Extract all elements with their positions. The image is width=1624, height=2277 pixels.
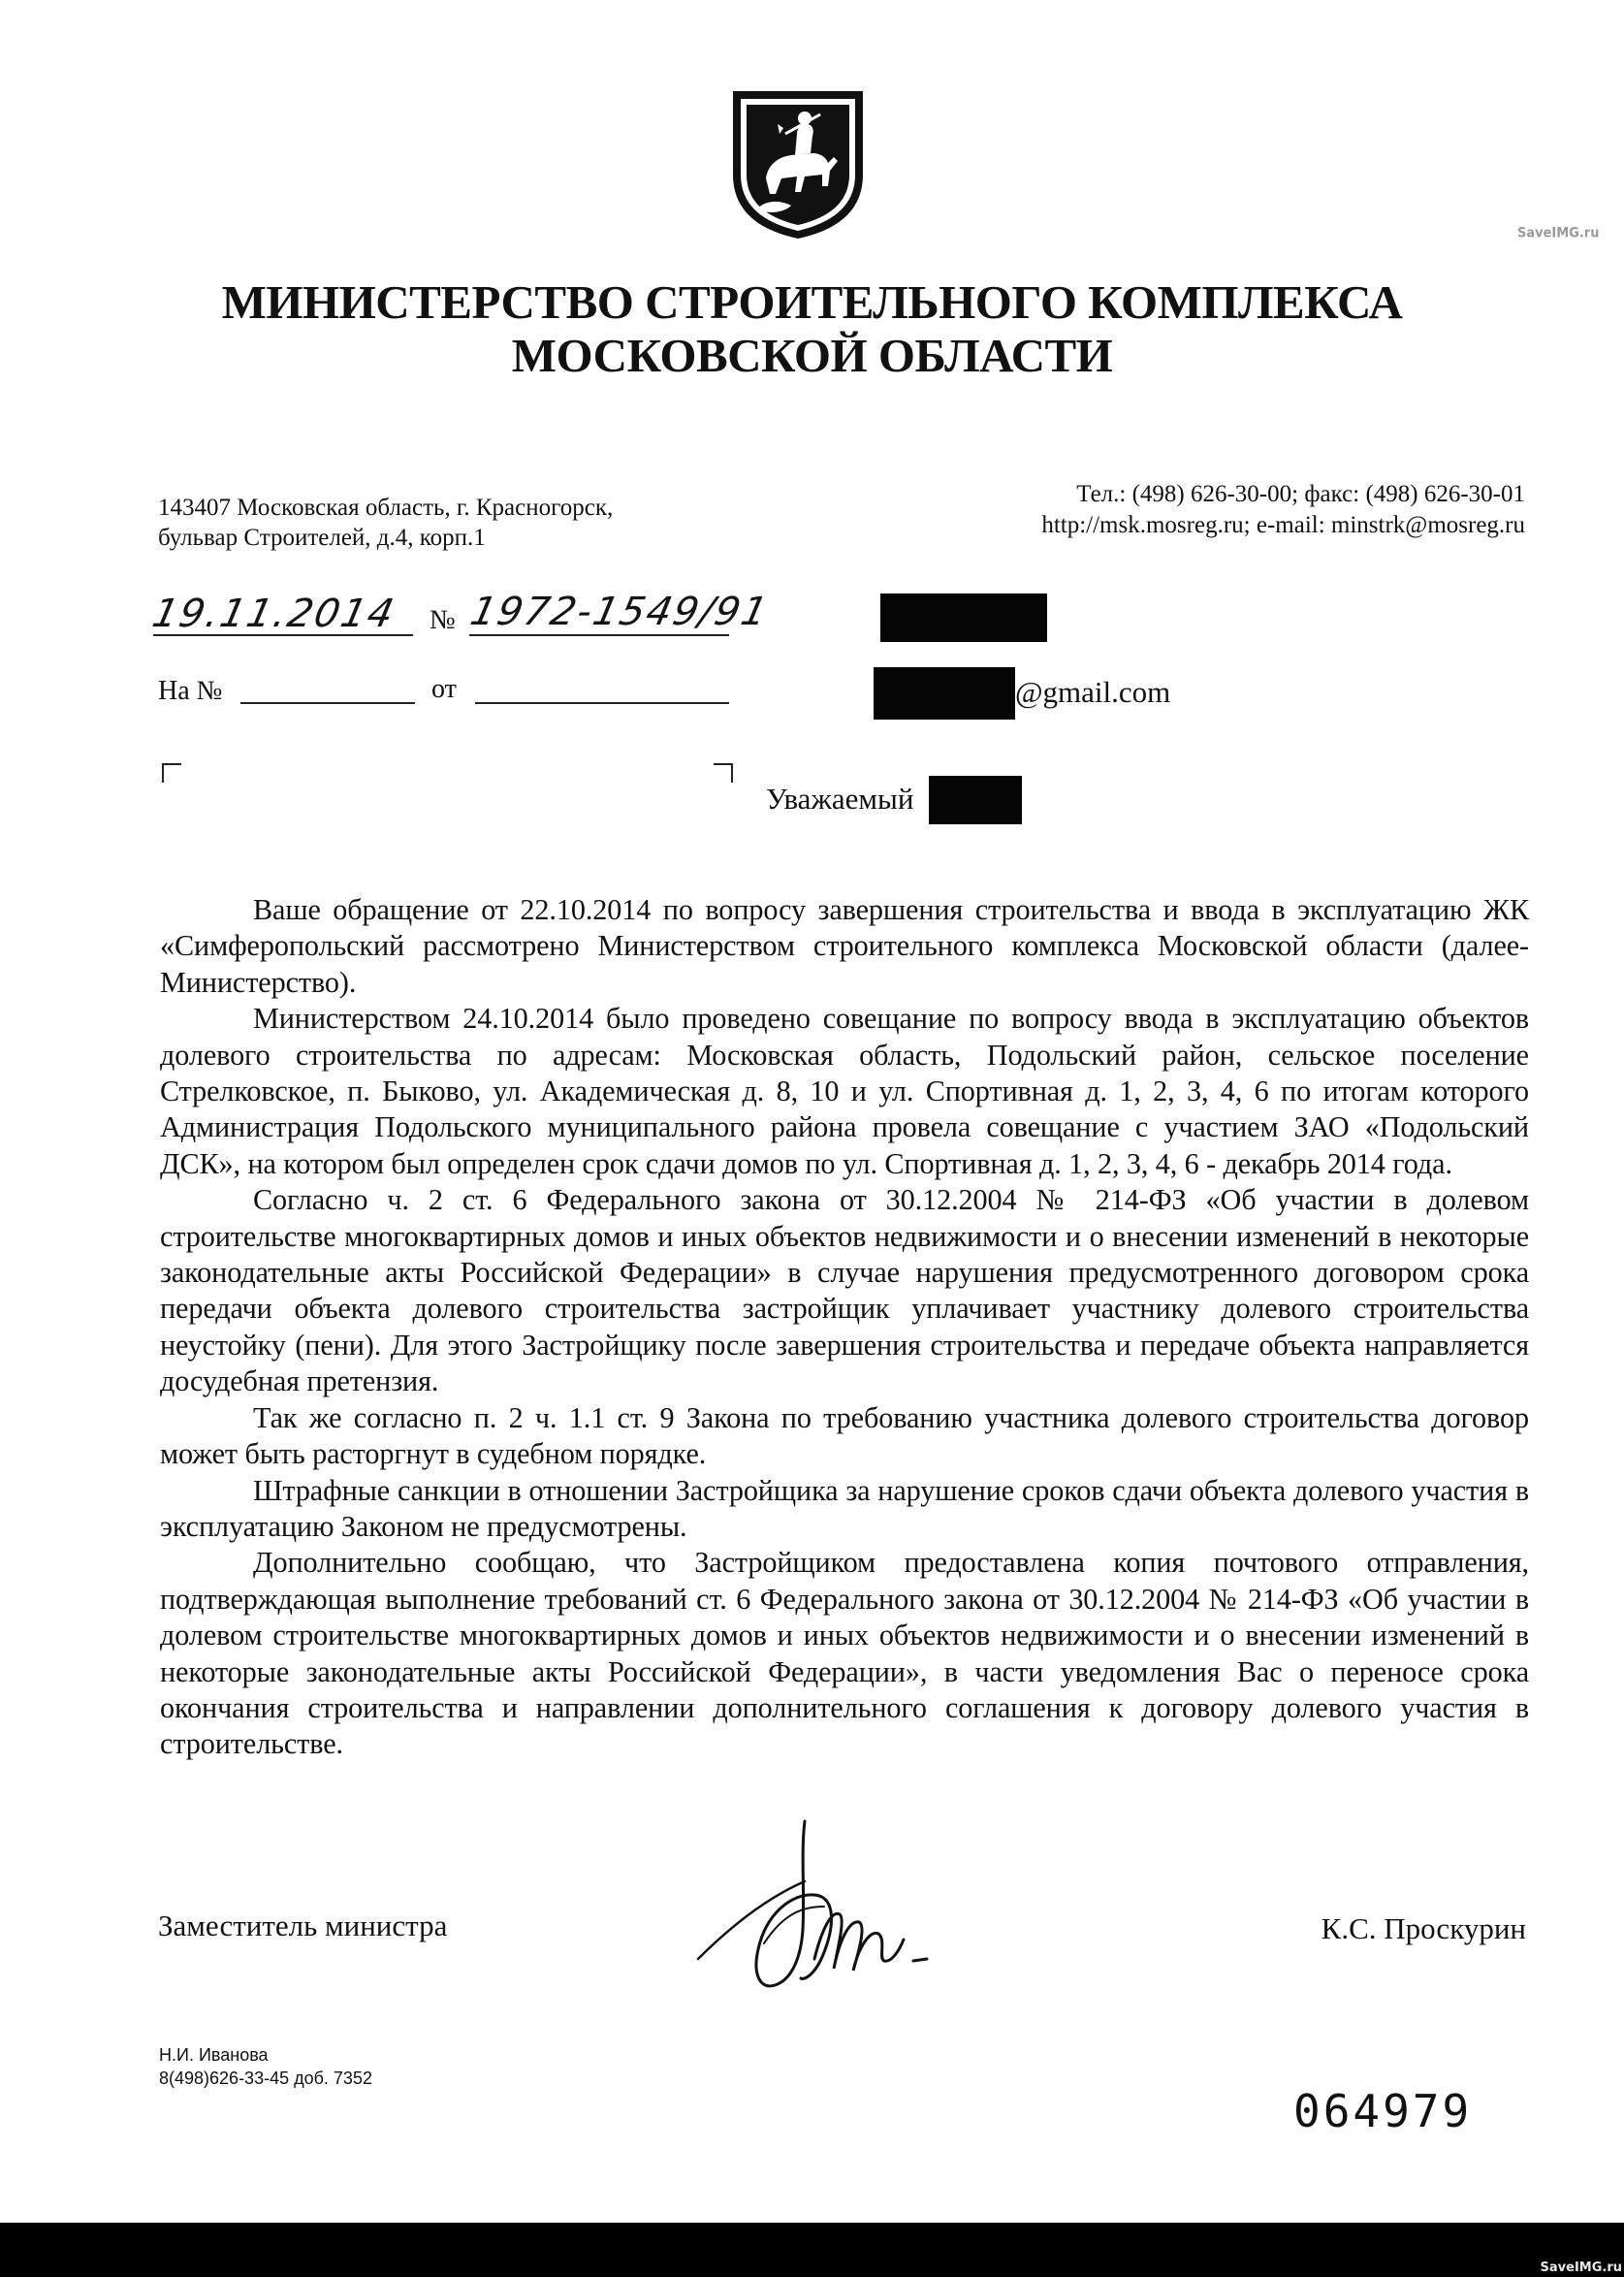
number-label: № <box>430 605 456 635</box>
watermark-top: SaveIMG.ru <box>1517 225 1600 241</box>
body-paragraph: Согласно ч. 2 ст. 6 Федерального закона от 30.12.2004 № 214-ФЗ «Об участии в долевом строительстве многоквартирных домов и иных объектов недвижимости и о внесении изменений в некоторые законодательные акты Российской Федерации» в случае нарушения предусмотренного договором срока передачи объекта долевого строительства застройщик уплачивает участнику долевого строительства неустойку (пени). Для этого Застройщику после завершения строительства и передаче объекта направляется досудебная претензия. <box>160 1183 1529 1398</box>
body-paragraph: Министерством 24.10.2014 было проведено совещание по вопросу ввода в эксплуатацию объектов долевого строительства по адресам: Московская область, Подольский район, сельское поселение Стрелковское, п. Быково, ул. Академическая д. 8, 10 и ул. Спортивная д. 1, 2, 3, 4, 6 по итогам которого Администрация Подольского муниципального района провела совещание с участием ЗАО «Подольский ДСК», на котором был определен срок сдачи домов по ул. Спортивная д. 1, 2, 3, 4, 6 - декабрь 2014 года. <box>160 1002 1529 1180</box>
body-paragraph: Так же согласно п. 2 ч. 1.1 ст. 9 Закона по требованию участника долевого строительства договор может быть расторгнут в судебном порядке. <box>160 1400 1529 1471</box>
body-paragraph: Ваше обращение от 22.10.2014 по вопросу завершения строительства и ввода в эксплуатацию ЖК «Симферопольский рассмотрено Министерством строительного комплекса Московской области (далее-Министерство). <box>160 893 1529 999</box>
executor-name: Н.И. Иванова <box>159 2045 269 2065</box>
phone-fax-line: Тел.: (498) 626-30-00; факс: (498) 626-30-01 <box>1076 481 1525 507</box>
handwritten-date: 19.11.2014 <box>148 592 399 636</box>
coat-of-arms-icon <box>727 85 869 242</box>
date-underline <box>153 634 413 636</box>
address-line2: бульвар Строителей, д.4, корп.1 <box>158 525 486 551</box>
signatory-position: Заместитель министра <box>158 1908 448 1942</box>
from-label: от <box>431 674 457 704</box>
body-paragraph: Штрафные санкции в отношении Застройщика за нарушение сроков сдачи объекта долевого участия в эксплуатацию Законом не предусмотрены. <box>160 1473 1529 1543</box>
letter-body <box>160 892 1529 1763</box>
redacted-greeting-name <box>929 776 1022 824</box>
watermark-bottom: SaveIMG.ru <box>1540 2261 1622 2275</box>
greeting: Уважаемый <box>766 782 914 816</box>
reply-to-label: На № <box>158 676 223 706</box>
address-corner-mark-right <box>714 763 733 783</box>
redacted-recipient-name <box>880 593 1047 642</box>
handwritten-signature <box>659 1813 970 2007</box>
handwritten-outgoing-number: 1972-1549/91 <box>466 590 774 634</box>
address-corner-mark-left <box>162 763 181 783</box>
from-date-underline <box>475 702 729 704</box>
redacted-email-user <box>874 667 1015 720</box>
ministry-title-line2: МОСКОВСКОЙ ОБЛАСТИ <box>511 329 1113 382</box>
scan-bottom-bar <box>0 2223 1624 2277</box>
executor-phone: 8(498)626-33-45 доб. 7352 <box>159 2069 372 2088</box>
ministry-title-line1: МИНИСТЕРСТВО СТРОИТЕЛЬНОГО КОМПЛЕКСА <box>221 275 1403 329</box>
reply-number-underline <box>240 702 415 704</box>
body-paragraph: Дополнительно сообщаю, что Застройщиком предоставлена копия почтового отправления, подтверждающая выполнение требований ст. 6 Федерального закона от 30.12.2004 № 214-ФЗ «Об участии в долевом строительстве многоквартирных домов и иных объектов недвижимости и о внесении изменений в некоторые законодательные акты Российской Федерации», в части уведомления Вас о переносе срока окончания строительства и направлении дополнительного соглашения к договору долевого участия в строительстве. <box>160 1546 1529 1761</box>
number-underline <box>469 634 729 636</box>
form-serial-number: 064979 <box>1293 2085 1473 2137</box>
address-line1: 143407 Московская область, г. Красногорск, <box>158 495 614 521</box>
signatory-name: К.С. Проскурин <box>1321 1911 1526 1945</box>
web-email-line: http://msk.mosreg.ru; e-mail: minstrk@mosreg.ru <box>1041 512 1525 538</box>
recipient-email-suffix: @gmail.com <box>1015 675 1171 709</box>
